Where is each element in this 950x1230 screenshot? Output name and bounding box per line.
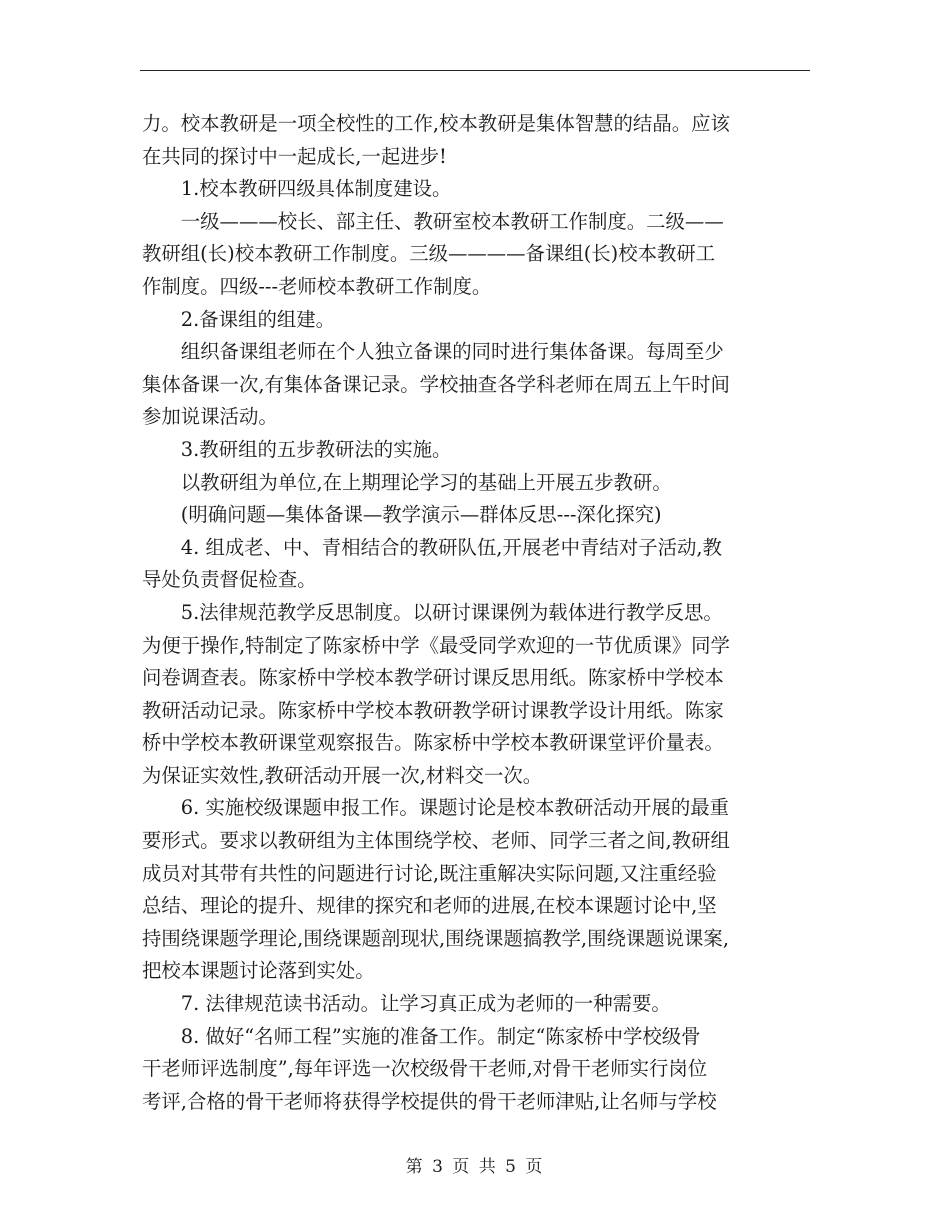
text-line: 为保证实效性,教研活动开展一次,材料交一次。 [142,763,543,787]
text-line: 总结、理论的提升、规律的探究和老师的进展,在校本课题讨论中,坚 [142,894,717,918]
text-line: 一级———校长、部主任、教研室校本教研工作制度。二级—— [142,209,724,233]
page-footer: 第 3 页 共 5 页 [405,1157,545,1177]
text-line: 教研组(长)校本教研工作制度。三级————备课组(长)校本教研工 [142,242,716,266]
text-line: 力。校本教研是一项全校性的工作,校本教研是集体智慧的结晶。应该 [142,112,730,135]
text-line: 8. 做好“名师工程”实施的准备工作。制定“陈家桥中学校级骨 [142,1024,701,1048]
text-line: 组织备课组老师在个人独立备课的同时进行集体备课。每周至少 [142,340,724,364]
text-line: 问卷调查表。陈家桥中学校本教学研讨课反思用纸。陈家桥中学校本 [142,666,724,690]
text-line: 为便于操作,特制定了陈家桥中学《最受同学欢迎的一节优质课》同学 [142,633,730,657]
text-line: 持围绕课题学理论,围绕课题剖现状,围绕课题搞教学,围绕课题说课案, [142,926,729,950]
text-line: 2.备课组的组建。 [142,307,336,331]
text-line: 干老师评选制度”,每年评选一次校级骨干老师,对骨干老师实行岗位 [142,1057,708,1081]
text-line: 作制度。四级---老师校本教研工作制度。 [142,274,492,298]
text-line: 桥中学校本教研课堂观察报告。陈家桥中学校本教研课堂评价量表。 [142,731,724,755]
text-line: (明确问题—集体备课—教学演示—群体反思---深化探究) [142,503,662,527]
text-line: 4. 组成老、中、青相结合的教研队伍,开展老中青结对子活动,教 [142,535,722,559]
text-line: 在共同的探讨中一起成长,一起进步! [142,144,447,168]
document-body [142,108,812,1118]
text-line: 集体备课一次,有集体备课记录。学校抽查各学科老师在周五上午时间 [142,372,730,396]
text-line: 教研活动记录。陈家桥中学校本教研教学研讨课教学设计用纸。陈家 [142,698,724,722]
text-line: 1.校本教研四级具体制度建设。 [142,177,452,201]
text-line: 以教研组为单位,在上期理论学习的基础上开展五步教研。 [142,470,672,494]
text-line: 3.教研组的五步教研法的实施。 [142,437,452,461]
text-line: 5.法律规范教学反思制度。以研讨课课例为载体进行教学反思。 [142,600,723,624]
text-line: 7. 法律规范读书活动。让学习真正成为老师的一种需要。 [142,992,671,1016]
text-line: 导处负责督促检查。 [142,568,317,592]
header-rule [140,70,810,71]
text-line: 把校本课题讨论落到实处。 [142,959,375,983]
text-line: 成员对其带有共性的问题进行讨论,既注重解决实际问题,又注重经验 [142,861,717,885]
text-line: 要形式。要求以教研组为主体围绕学校、老师、同学三者之间,教研组 [142,829,730,853]
text-line: 6. 实施校级课题申报工作。课题讨论是校本教研活动开展的最重 [142,796,729,820]
text-line: 参加说课活动。 [142,405,278,429]
text-line: 考评,合格的骨干老师将获得学校提供的骨干老师津贴,让名师与学校 [142,1089,717,1113]
